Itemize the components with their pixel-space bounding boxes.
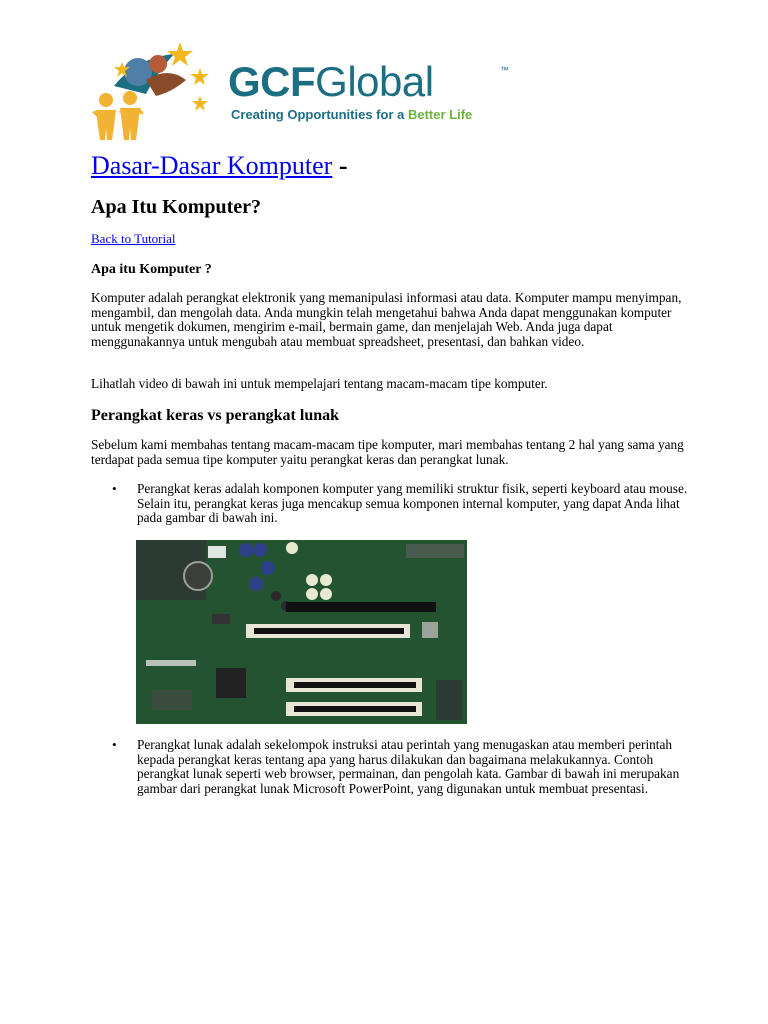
video-paragraph: Lihatlah video di bawah ini untuk mempelajari tentang macam-macam tipe komputer. xyxy=(91,376,548,391)
page-subtitle: Apa Itu Komputer? xyxy=(91,196,262,218)
bullet-glyph: • xyxy=(112,737,117,752)
logo-trademark: ™ xyxy=(500,65,509,75)
list-item-software: Perangkat lunak adalah sekelompok instruksi atau perintah yang menugaskan atau memberi perintah kepada perangkat keras tentang apa yang harus dilakukan dan bagaimana melakukannya. Contoh perangkat lunak seperti web browser, permainan, dan pengolah kata. Gambar di bawah ini merupakan gambar dari perangkat lunak Microsoft PowerPoint, yang digunakan untuk membuat presentasi. xyxy=(137,737,680,796)
logo-brand-text: GCFGlobal xyxy=(228,58,434,105)
list-item-hardware: Perangkat keras adalah komponen komputer yang memiliki struktur fisik, seperti keyboard atau mouse. Selain itu, perangkat keras juga mencakup semua komponen internal komputer, yang dapat Anda lihat pada gambar di bawah ini. xyxy=(137,481,688,526)
intro-paragraph: Komputer adalah perangkat elektronik yang memanipulasi informasi atau data. Komputer mampu menyimpan, mengambil, dan mengolah data. Anda mungkin telah mengetahui bahwa Anda dapat menggunakan komputer untuk mengetik dokumen, mengirim e-mail, bermain game, dan menjelajah Web. Anda juga dapat menggunakannya untuk mengubah atau membuat spreadsheet, presentasi, dan bahkan video. xyxy=(91,290,682,349)
logo-tagline: Creating Opportunities for a Better Life xyxy=(231,107,473,122)
title-dash: - xyxy=(338,151,348,180)
section-heading-hardware-software: Perangkat keras vs perangkat lunak xyxy=(91,407,340,424)
hw-intro-paragraph: Sebelum kami membahas tentang macam-macam tipe komputer, mari membahas tentang 2 hal yang sama yang terdapat pada semua tipe komputer yaitu perangkat keras dan perangkat lunak. xyxy=(91,437,684,467)
motherboard-image xyxy=(136,540,467,724)
logo-figures-icon xyxy=(86,40,222,144)
section-heading-what: Apa itu Komputer ? xyxy=(91,262,212,277)
back-to-tutorial-link[interactable]: Back to Tutorial xyxy=(91,231,176,246)
course-link[interactable]: Dasar-Dasar Komputer xyxy=(91,151,333,180)
gcfglobal-logo[interactable] xyxy=(86,40,526,144)
bullet-glyph: • xyxy=(112,481,117,496)
page-title xyxy=(91,148,348,184)
